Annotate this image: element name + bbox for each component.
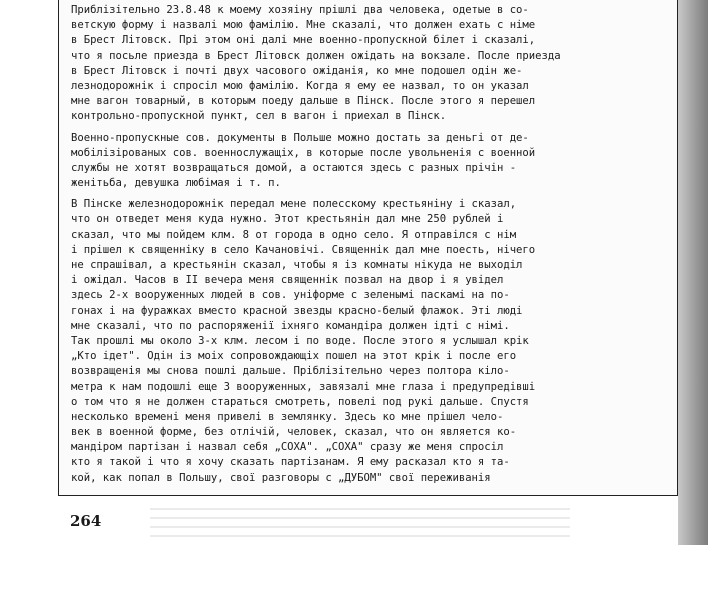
text-line: мобілізірованых сов. военнослужащіх, в которые после увольненія с военной [71, 146, 536, 159]
text-line: кой, как попал в Польшу, свої разговоры с „ДУБОМ" свої переживанія [71, 471, 491, 484]
text-line: женітьба, девушка любімая і т. п. [71, 177, 281, 190]
text-line: лезнодорожнік і спросіл мою фамілію. Когда я ему ее назвал, то он указал [71, 79, 529, 92]
text-line: Приблізітельно 23.8.48 к моему хозяіну прішлі два человека, одетые в со- [71, 4, 529, 16]
text-line: Так прошлі мы около 3-х клм. лесом і по воде. После этого я услышал крік [71, 334, 529, 347]
text-line: В Пінске железнодорожнік передал мене полесскому крестьяніну і сказал, [71, 198, 517, 211]
text-line: Военно-пропускные сов. документы в Польше можно достать за деньгі от де- [71, 131, 529, 144]
text-line: службы не хотят возвращаться домой, а остаются здесь с разных прічін - [71, 161, 517, 174]
text-line: мне вагон товарный, в которым поеду дальше в Пінск. После этого я перешел [71, 95, 536, 108]
text-line: что он отведет меня куда нужно. Этот крестьянін дал мне 250 рублей і [71, 213, 504, 226]
text-line: в Брест Літовск і почті двух часового ожіданія, ко мне подошел одін же- [71, 64, 523, 77]
paragraph [71, 197, 669, 486]
scan-edge-shadow [678, 0, 708, 545]
text-line: гонах і на фуражках вместо красной звезды красно-белый флажок. Эті люді [71, 304, 523, 317]
text-line: сказал, что мы пойдем клм. 8 от города в одно село. Я отправілся с нім [71, 228, 517, 241]
paragraph [71, 3, 669, 125]
text-line: несколько времені меня привелі в землянку. Здесь ко мне прішел чело- [71, 410, 504, 423]
text-line: контрольно-пропускной пункт, сел в вагон і приехал в Пінск. [71, 110, 447, 123]
text-line: „Кто ідет". Одін із моіх сопровождающіх пошел на этот крік і после его [71, 350, 517, 363]
text-line: здесь 2-х вооруженных людей в сов. уніформе с зеленымі паскамі на по- [71, 289, 510, 302]
text-line: не спрашівал, а крестьянін сказал, чтобы я із комнаты нікуда не выходіл [71, 259, 523, 271]
text-line: что я посьле приезда в Брест Літовск должен ожідать на вокзале. После приезда [71, 49, 561, 62]
text-line: в Брест Літовск. Прі этом оні далі мне военно-пропускной білет і сказалі, [71, 34, 536, 47]
text-frame [58, 0, 678, 496]
text-line: век в военной форме, без отлічій, человек, сказал, что он является ко- [71, 426, 517, 439]
text-line: метра к нам подошлі еще 3 вооруженных, завязалі мне глаза і предупредівші [71, 380, 536, 393]
text-line: возвращенія мы снова пошлі дальше. Пріблізітельно через полтора кіло- [71, 365, 510, 378]
text-line: ветскую форму і назвалі мою фамілію. Мне сказалі, что должен ехать с німе [71, 19, 536, 32]
text-line: і прішел к священніку в село Качановічі. Священнік дал мне поесть, нічего [71, 243, 536, 256]
text-line: кто я такой і что я хочу сказать партізанам. Я ему расказал кто я та- [71, 456, 510, 469]
bleed-through [150, 508, 570, 538]
text-line: і ожідал. Часов в II вечера меня священнік позвал на двор і я увідел [71, 274, 504, 287]
paragraph [71, 131, 669, 192]
text-line: о том что я не должен стараться смотреть, повелі под рукі дальше. Спустя [71, 395, 529, 408]
page-number: 264 [70, 512, 102, 530]
text-line: мандіром партізан і назвал себя „СОХА". „СОХА" сразу же меня спросіл [71, 441, 504, 454]
text-line: мне сказалі, что по распоряженії іхняго командіра должен ідті с німі. [71, 319, 510, 332]
document-body [71, 3, 669, 492]
